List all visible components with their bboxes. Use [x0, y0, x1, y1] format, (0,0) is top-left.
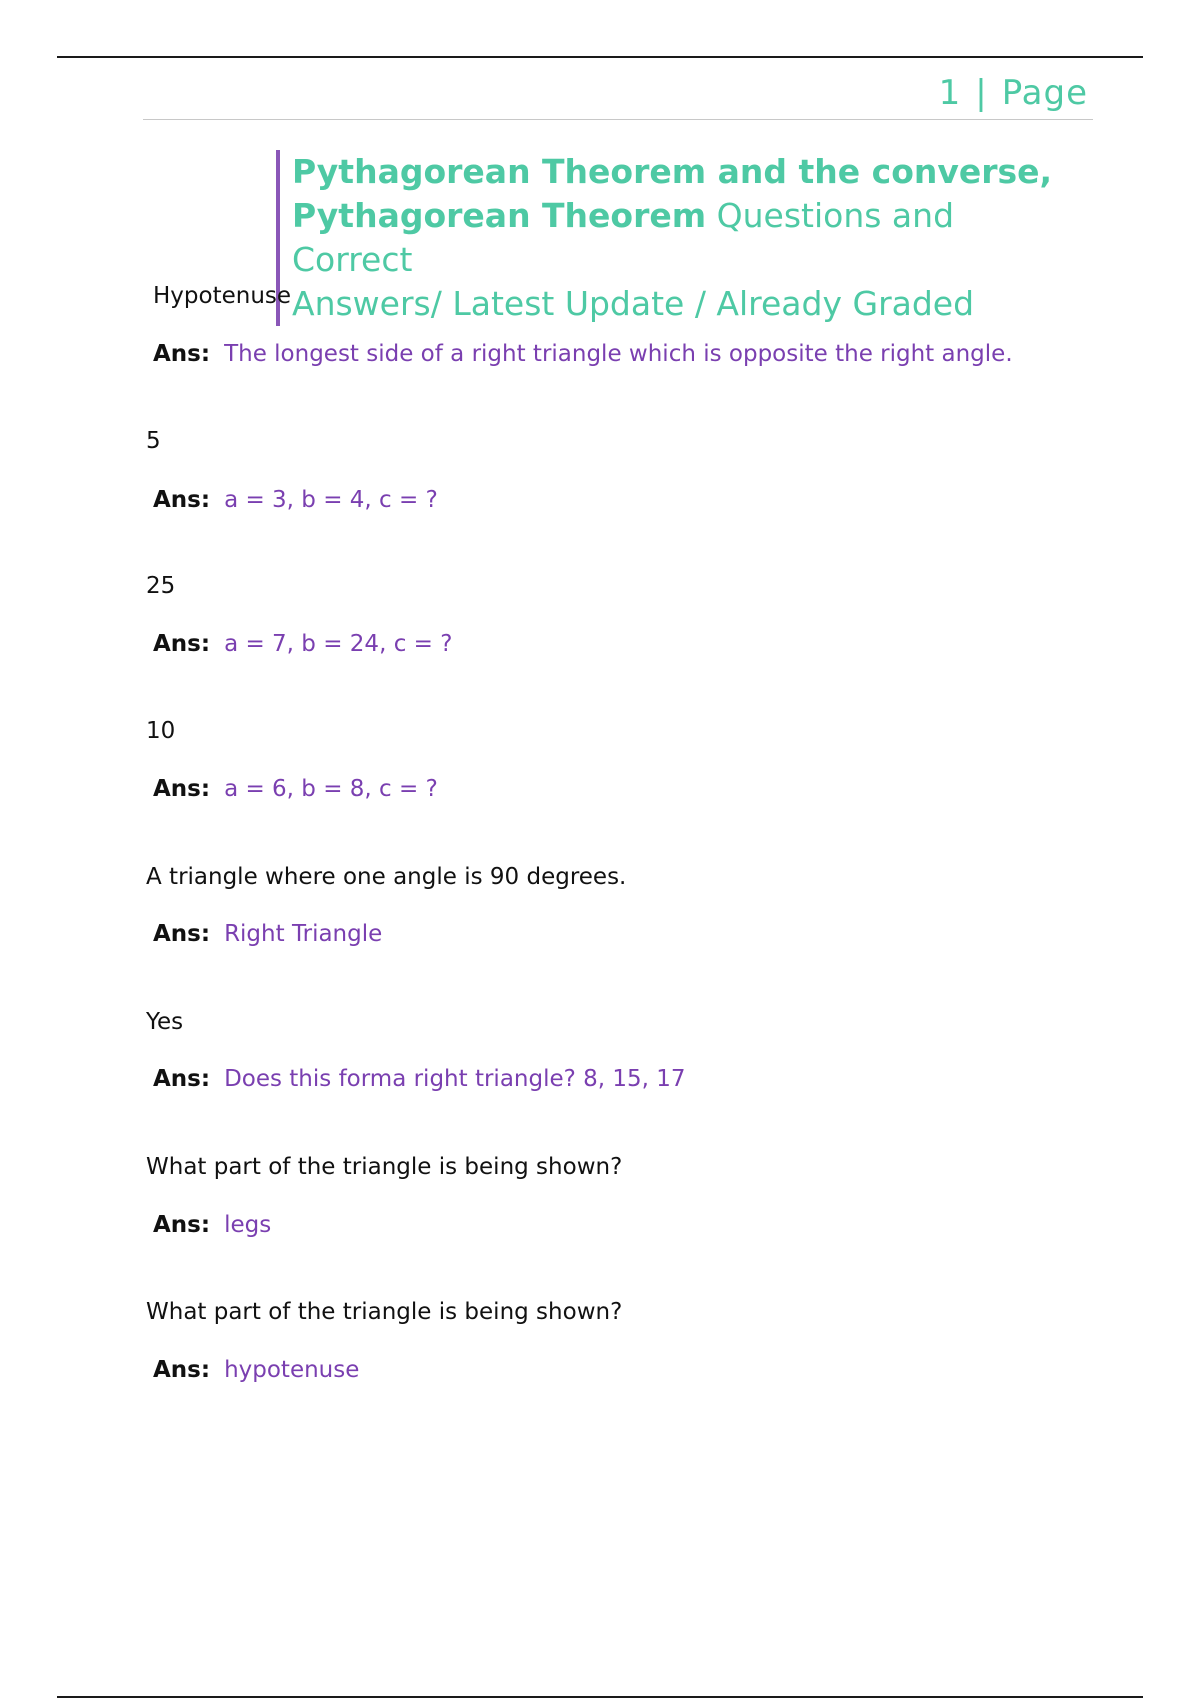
question-text: What part of the triangle is being shown? [146, 1154, 623, 1180]
page-label: Page [1001, 73, 1088, 113]
title-line-1 [292, 150, 1072, 194]
title-line-1-bold: Pythagorean Theorem and the converse, [292, 152, 1053, 191]
question-text: 25 [146, 573, 176, 599]
question-text: Yes [146, 1009, 184, 1035]
question-text: What part of the triangle is being shown? [146, 1299, 623, 1325]
header-divider [143, 119, 1093, 120]
answer-text: Does this forma right triangle? 8, 15, 17 [224, 1066, 686, 1092]
answer-label: Ans: [153, 921, 211, 947]
title-line-2-rest: Questions and Correct [292, 196, 955, 279]
answer-row [153, 1212, 271, 1238]
answer-label: Ans: [153, 341, 211, 367]
question-text: Hypotenuse [153, 283, 292, 309]
title-line-3: Answers/ Latest Update / Already Graded [292, 284, 975, 323]
answer-text: hypotenuse [224, 1357, 360, 1383]
answer-row [153, 1066, 686, 1092]
answer-label: Ans: [153, 631, 211, 657]
answer-label: Ans: [153, 487, 211, 513]
top-page-border [57, 56, 1143, 58]
page-number-separator: | [975, 73, 988, 113]
answer-text: Right Triangle [224, 921, 383, 947]
answer-row [153, 631, 452, 657]
answer-row [153, 921, 382, 947]
answer-label: Ans: [153, 1212, 211, 1238]
answer-label: Ans: [153, 1357, 211, 1383]
answer-text: legs [224, 1212, 272, 1238]
answer-row [153, 776, 438, 802]
answer-row [153, 487, 438, 513]
answer-text: a = 6, b = 8, c = ? [224, 776, 438, 802]
title-line-2 [292, 194, 1072, 282]
answer-text: a = 7, b = 24, c = ? [224, 631, 453, 657]
question-text: A triangle where one angle is 90 degrees. [146, 864, 627, 890]
answer-row [153, 1357, 359, 1383]
answer-text: The longest side of a right triangle which is opposite the right angle. [224, 341, 1013, 367]
question-text: 5 [146, 428, 161, 454]
page-number-value: 1 [938, 73, 962, 113]
answer-row [153, 341, 1013, 367]
bottom-page-border [57, 1696, 1143, 1698]
question-text: 10 [146, 718, 176, 744]
document-title [276, 150, 1072, 326]
answer-label: Ans: [153, 1066, 211, 1092]
page-number-header [939, 73, 1088, 113]
answer-text: a = 3, b = 4, c = ? [224, 487, 438, 513]
answer-label: Ans: [153, 776, 211, 802]
title-line-2-bold: Pythagorean Theorem [292, 196, 707, 235]
